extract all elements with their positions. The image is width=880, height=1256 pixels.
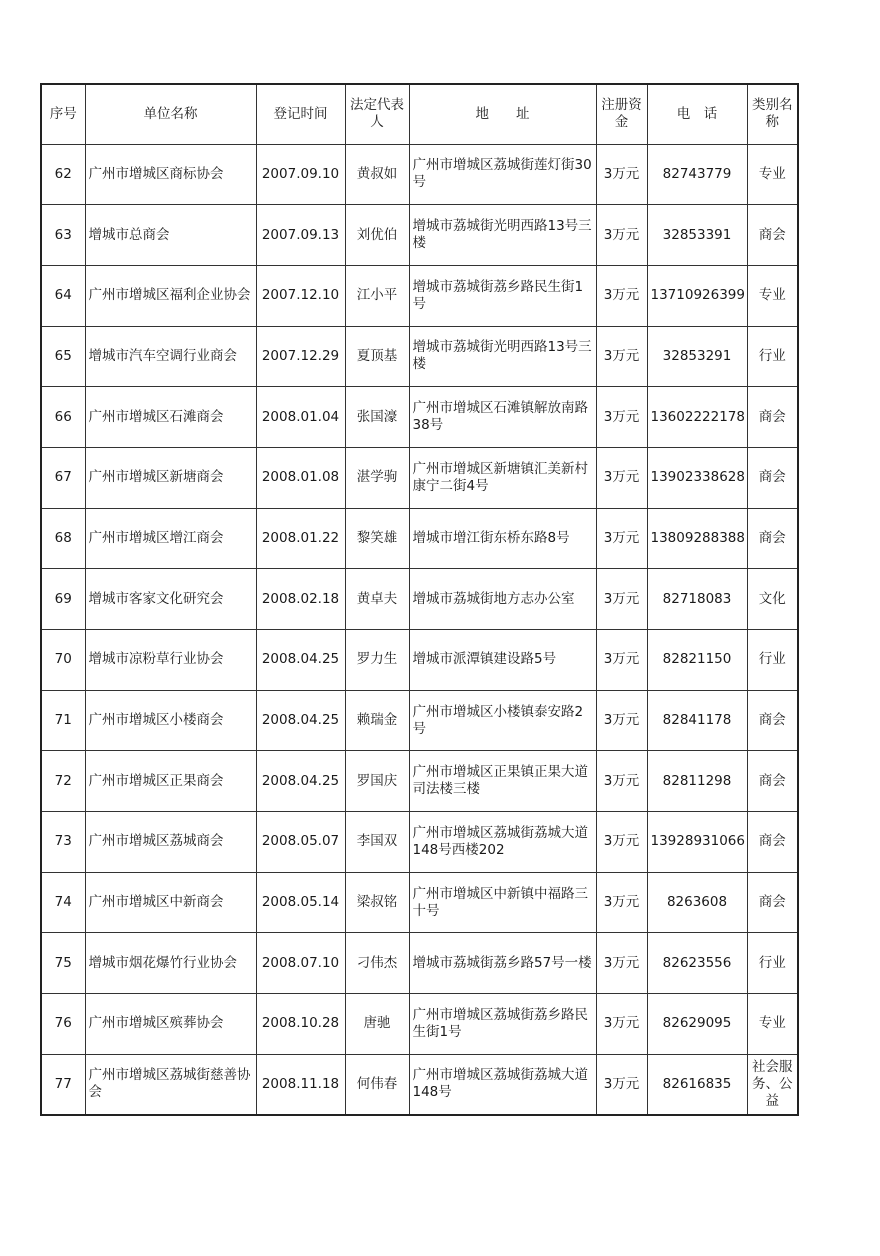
cell-category: 专业 (747, 265, 798, 326)
cell-legal-rep: 黄卓夫 (345, 569, 409, 630)
header-rep: 法定代表人 (345, 84, 409, 144)
cell-address: 广州市增城区小楼镇泰安路2号 (409, 690, 596, 751)
header-capital: 注册资金 (596, 84, 647, 144)
cell-unit-name: 广州市增城区石滩商会 (85, 387, 256, 448)
cell-category: 商会 (747, 751, 798, 812)
cell-address: 增城市荔城街光明西路13号三楼 (409, 205, 596, 266)
cell-seq: 64 (41, 265, 85, 326)
cell-phone: 8263608 (647, 872, 747, 933)
cell-category: 商会 (747, 812, 798, 873)
cell-register-date: 2007.09.13 (256, 205, 345, 266)
cell-category: 行业 (747, 630, 798, 691)
cell-register-date: 2008.04.25 (256, 751, 345, 812)
cell-address: 广州市增城区荔城街荔城大道148号西楼202 (409, 812, 596, 873)
cell-phone: 13710926399 (647, 265, 747, 326)
cell-address: 增城市增江街东桥东路8号 (409, 508, 596, 569)
table-row (41, 751, 798, 812)
cell-address: 广州市增城区荔城街荔城大道148号 (409, 1054, 596, 1115)
cell-phone: 82841178 (647, 690, 747, 751)
cell-seq: 76 (41, 994, 85, 1055)
cell-legal-rep: 湛学驹 (345, 447, 409, 508)
cell-register-date: 2007.12.29 (256, 326, 345, 387)
cell-seq: 71 (41, 690, 85, 751)
cell-category: 商会 (747, 387, 798, 448)
cell-register-date: 2008.05.14 (256, 872, 345, 933)
cell-unit-name: 广州市增城区正果商会 (85, 751, 256, 812)
cell-register-date: 2008.04.25 (256, 690, 345, 751)
cell-legal-rep: 张国濠 (345, 387, 409, 448)
cell-unit-name: 增城市烟花爆竹行业协会 (85, 933, 256, 994)
cell-phone: 13809288388 (647, 508, 747, 569)
cell-legal-rep: 夏顶基 (345, 326, 409, 387)
cell-seq: 74 (41, 872, 85, 933)
cell-address: 广州市增城区正果镇正果大道司法楼三楼 (409, 751, 596, 812)
cell-seq: 68 (41, 508, 85, 569)
cell-category: 商会 (747, 205, 798, 266)
cell-legal-rep: 黎笑雄 (345, 508, 409, 569)
cell-unit-name: 增城市凉粉草行业协会 (85, 630, 256, 691)
table-row (41, 144, 798, 205)
cell-phone: 13902338628 (647, 447, 747, 508)
cell-legal-rep: 李国双 (345, 812, 409, 873)
table-row (41, 447, 798, 508)
cell-address: 增城市荔城街地方志办公室 (409, 569, 596, 630)
cell-phone: 82629095 (647, 994, 747, 1055)
table-row (41, 690, 798, 751)
cell-register-date: 2007.12.10 (256, 265, 345, 326)
cell-address: 广州市增城区荔城街莲灯街30号 (409, 144, 596, 205)
cell-register-date: 2008.01.22 (256, 508, 345, 569)
cell-address: 增城市派潭镇建设路5号 (409, 630, 596, 691)
cell-unit-name: 广州市增城区新塘商会 (85, 447, 256, 508)
cell-capital: 3万元 (596, 508, 647, 569)
cell-capital: 3万元 (596, 933, 647, 994)
cell-category: 社会服务、公益 (747, 1054, 798, 1115)
cell-capital: 3万元 (596, 569, 647, 630)
cell-address: 广州市增城区新塘镇汇美新村康宁二街4号 (409, 447, 596, 508)
cell-register-date: 2008.04.25 (256, 630, 345, 691)
header-seq: 序号 (41, 84, 85, 144)
cell-capital: 3万元 (596, 205, 647, 266)
cell-legal-rep: 罗力生 (345, 630, 409, 691)
cell-capital: 3万元 (596, 265, 647, 326)
cell-legal-rep: 江小平 (345, 265, 409, 326)
cell-capital: 3万元 (596, 751, 647, 812)
table-row (41, 812, 798, 873)
header-row (41, 84, 798, 144)
cell-seq: 63 (41, 205, 85, 266)
cell-phone: 82821150 (647, 630, 747, 691)
cell-category: 商会 (747, 447, 798, 508)
cell-seq: 65 (41, 326, 85, 387)
cell-register-date: 2008.10.28 (256, 994, 345, 1055)
cell-category: 专业 (747, 994, 798, 1055)
table-row (41, 630, 798, 691)
table-row (41, 872, 798, 933)
cell-legal-rep: 刁伟杰 (345, 933, 409, 994)
cell-unit-name: 增城市汽车空调行业商会 (85, 326, 256, 387)
cell-register-date: 2007.09.10 (256, 144, 345, 205)
cell-category: 文化 (747, 569, 798, 630)
table-row (41, 1054, 798, 1115)
cell-address: 广州市增城区荔城街荔乡路民生街1号 (409, 994, 596, 1055)
cell-register-date: 2008.05.07 (256, 812, 345, 873)
cell-unit-name: 广州市增城区增江商会 (85, 508, 256, 569)
cell-register-date: 2008.01.08 (256, 447, 345, 508)
cell-capital: 3万元 (596, 387, 647, 448)
cell-phone: 13602222178 (647, 387, 747, 448)
header-phone: 电 话 (647, 84, 747, 144)
cell-unit-name: 广州市增城区小楼商会 (85, 690, 256, 751)
cell-seq: 69 (41, 569, 85, 630)
cell-capital: 3万元 (596, 994, 647, 1055)
registration-table (40, 83, 799, 1116)
cell-category: 行业 (747, 326, 798, 387)
cell-unit-name: 广州市增城区中新商会 (85, 872, 256, 933)
header-address: 地 址 (409, 84, 596, 144)
cell-legal-rep: 刘优伯 (345, 205, 409, 266)
cell-seq: 72 (41, 751, 85, 812)
cell-legal-rep: 梁叔铭 (345, 872, 409, 933)
table-row (41, 569, 798, 630)
cell-category: 商会 (747, 508, 798, 569)
cell-unit-name: 广州市增城区福利企业协会 (85, 265, 256, 326)
table-row (41, 265, 798, 326)
cell-seq: 62 (41, 144, 85, 205)
cell-capital: 3万元 (596, 690, 647, 751)
table-row (41, 387, 798, 448)
cell-unit-name: 增城市客家文化研究会 (85, 569, 256, 630)
cell-capital: 3万元 (596, 447, 647, 508)
cell-seq: 73 (41, 812, 85, 873)
cell-legal-rep: 黄叔如 (345, 144, 409, 205)
cell-address: 广州市增城区中新镇中福路三十号 (409, 872, 596, 933)
table-row (41, 994, 798, 1055)
cell-address: 增城市荔城街光明西路13号三楼 (409, 326, 596, 387)
cell-phone: 82616835 (647, 1054, 747, 1115)
table-header (41, 84, 798, 144)
cell-register-date: 2008.02.18 (256, 569, 345, 630)
cell-unit-name: 广州市增城区荔城街慈善协会 (85, 1054, 256, 1115)
table-row (41, 933, 798, 994)
cell-register-date: 2008.01.04 (256, 387, 345, 448)
cell-register-date: 2008.11.18 (256, 1054, 345, 1115)
cell-legal-rep: 唐驰 (345, 994, 409, 1055)
cell-capital: 3万元 (596, 872, 647, 933)
cell-capital: 3万元 (596, 812, 647, 873)
cell-legal-rep: 何伟春 (345, 1054, 409, 1115)
table-row (41, 326, 798, 387)
cell-phone: 82743779 (647, 144, 747, 205)
cell-seq: 70 (41, 630, 85, 691)
cell-address: 增城市荔城街荔乡路民生街1号 (409, 265, 596, 326)
cell-phone: 82811298 (647, 751, 747, 812)
cell-capital: 3万元 (596, 144, 647, 205)
cell-register-date: 2008.07.10 (256, 933, 345, 994)
cell-seq: 67 (41, 447, 85, 508)
cell-category: 行业 (747, 933, 798, 994)
cell-unit-name: 增城市总商会 (85, 205, 256, 266)
cell-legal-rep: 罗国庆 (345, 751, 409, 812)
table-row (41, 205, 798, 266)
cell-category: 专业 (747, 144, 798, 205)
cell-phone: 32853291 (647, 326, 747, 387)
cell-category: 商会 (747, 872, 798, 933)
cell-category: 商会 (747, 690, 798, 751)
cell-phone: 82623556 (647, 933, 747, 994)
cell-phone: 82718083 (647, 569, 747, 630)
cell-capital: 3万元 (596, 1054, 647, 1115)
table-row (41, 508, 798, 569)
cell-capital: 3万元 (596, 630, 647, 691)
cell-seq: 77 (41, 1054, 85, 1115)
cell-unit-name: 广州市增城区荔城商会 (85, 812, 256, 873)
cell-capital: 3万元 (596, 326, 647, 387)
header-name: 单位名称 (85, 84, 256, 144)
cell-seq: 75 (41, 933, 85, 994)
cell-seq: 66 (41, 387, 85, 448)
cell-unit-name: 广州市增城区商标协会 (85, 144, 256, 205)
cell-address: 增城市荔城街荔乡路57号一楼 (409, 933, 596, 994)
header-category: 类别名称 (747, 84, 798, 144)
cell-phone: 13928931066 (647, 812, 747, 873)
cell-unit-name: 广州市增城区殡葬协会 (85, 994, 256, 1055)
header-date: 登记时间 (256, 84, 345, 144)
cell-phone: 32853391 (647, 205, 747, 266)
cell-legal-rep: 赖瑞金 (345, 690, 409, 751)
table-body (41, 144, 798, 1115)
cell-address: 广州市增城区石滩镇解放南路38号 (409, 387, 596, 448)
